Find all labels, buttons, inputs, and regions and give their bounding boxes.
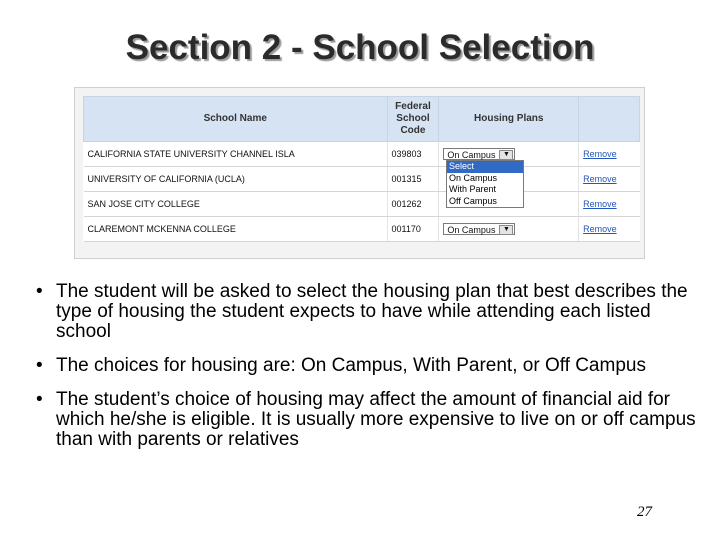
dropdown-option-select[interactable]: Select: [447, 161, 523, 173]
bullet-text: The student will be asked to select the housing plan that best describes the type of housing the student expects to have while attending each listed school: [56, 281, 688, 342]
bullet-list: [36, 282, 696, 464]
header-action: [579, 97, 640, 142]
action-cell: [579, 217, 640, 242]
bullet-icon: •: [36, 389, 43, 410]
header-federal-code-line: Federal: [395, 101, 431, 112]
header-federal-code-line: Code: [400, 125, 426, 136]
housing-dropdown-list: [446, 160, 524, 208]
bullet-text: The student’s choice of housing may affect the amount of financial aid for which he/she is eligible. It is usually more expensive to live on or off campus than with parents or relatives: [56, 389, 696, 450]
table-header-row: [84, 97, 640, 142]
school-name-cell: CALIFORNIA STATE UNIVERSITY CHANNEL ISLA: [84, 142, 388, 167]
bullet-icon: •: [36, 281, 43, 302]
chevron-down-icon[interactable]: ▼: [499, 150, 513, 160]
header-federal-code: [387, 97, 439, 142]
school-name-cell: UNIVERSITY OF CALIFORNIA (UCLA): [84, 167, 388, 192]
school-code-cell: 039803: [387, 142, 439, 167]
header-federal-code-line: School: [396, 113, 430, 124]
school-name-cell: SAN JOSE CITY COLLEGE: [84, 192, 388, 217]
school-code-cell: 001262: [387, 192, 439, 217]
bullet-item: [36, 356, 696, 376]
bullet-item: [36, 390, 696, 450]
bullet-icon: •: [36, 355, 43, 376]
table-row: [84, 217, 640, 242]
school-table: [83, 96, 640, 242]
remove-link[interactable]: Remove: [583, 224, 617, 234]
header-school-name: School Name: [84, 97, 388, 142]
page-title: Section 2 - School Selection: [125, 28, 595, 67]
school-name-cell: CLAREMONT MCKENNA COLLEGE: [84, 217, 388, 242]
housing-select-value: On Campus: [447, 225, 496, 235]
housing-select[interactable]: [443, 148, 515, 160]
dropdown-option-on-campus[interactable]: On Campus: [449, 172, 498, 183]
remove-link[interactable]: Remove: [583, 174, 617, 184]
dropdown-option-off-campus[interactable]: Off Campus: [449, 195, 497, 206]
housing-select-value: On Campus: [447, 150, 496, 160]
dropdown-option-with-parent[interactable]: With Parent: [449, 184, 497, 194]
table-row: [84, 142, 640, 167]
bullet-item: [36, 282, 696, 342]
housing-cell: [439, 217, 579, 242]
action-cell: [579, 142, 640, 167]
table-row: [84, 192, 640, 217]
table-row: [84, 167, 640, 192]
remove-link[interactable]: Remove: [583, 149, 617, 159]
school-code-cell: 001170: [387, 217, 439, 242]
housing-select[interactable]: [443, 223, 515, 235]
page-number: 27: [637, 504, 652, 520]
action-cell: [579, 192, 640, 217]
header-housing-plans: Housing Plans: [439, 97, 579, 142]
school-code-cell: 001315: [387, 167, 439, 192]
action-cell: [579, 167, 640, 192]
chevron-down-icon[interactable]: ▼: [499, 225, 513, 235]
remove-link[interactable]: Remove: [583, 199, 617, 209]
bullet-text: The choices for housing are: On Campus, With Parent, or Off Campus: [56, 355, 646, 376]
